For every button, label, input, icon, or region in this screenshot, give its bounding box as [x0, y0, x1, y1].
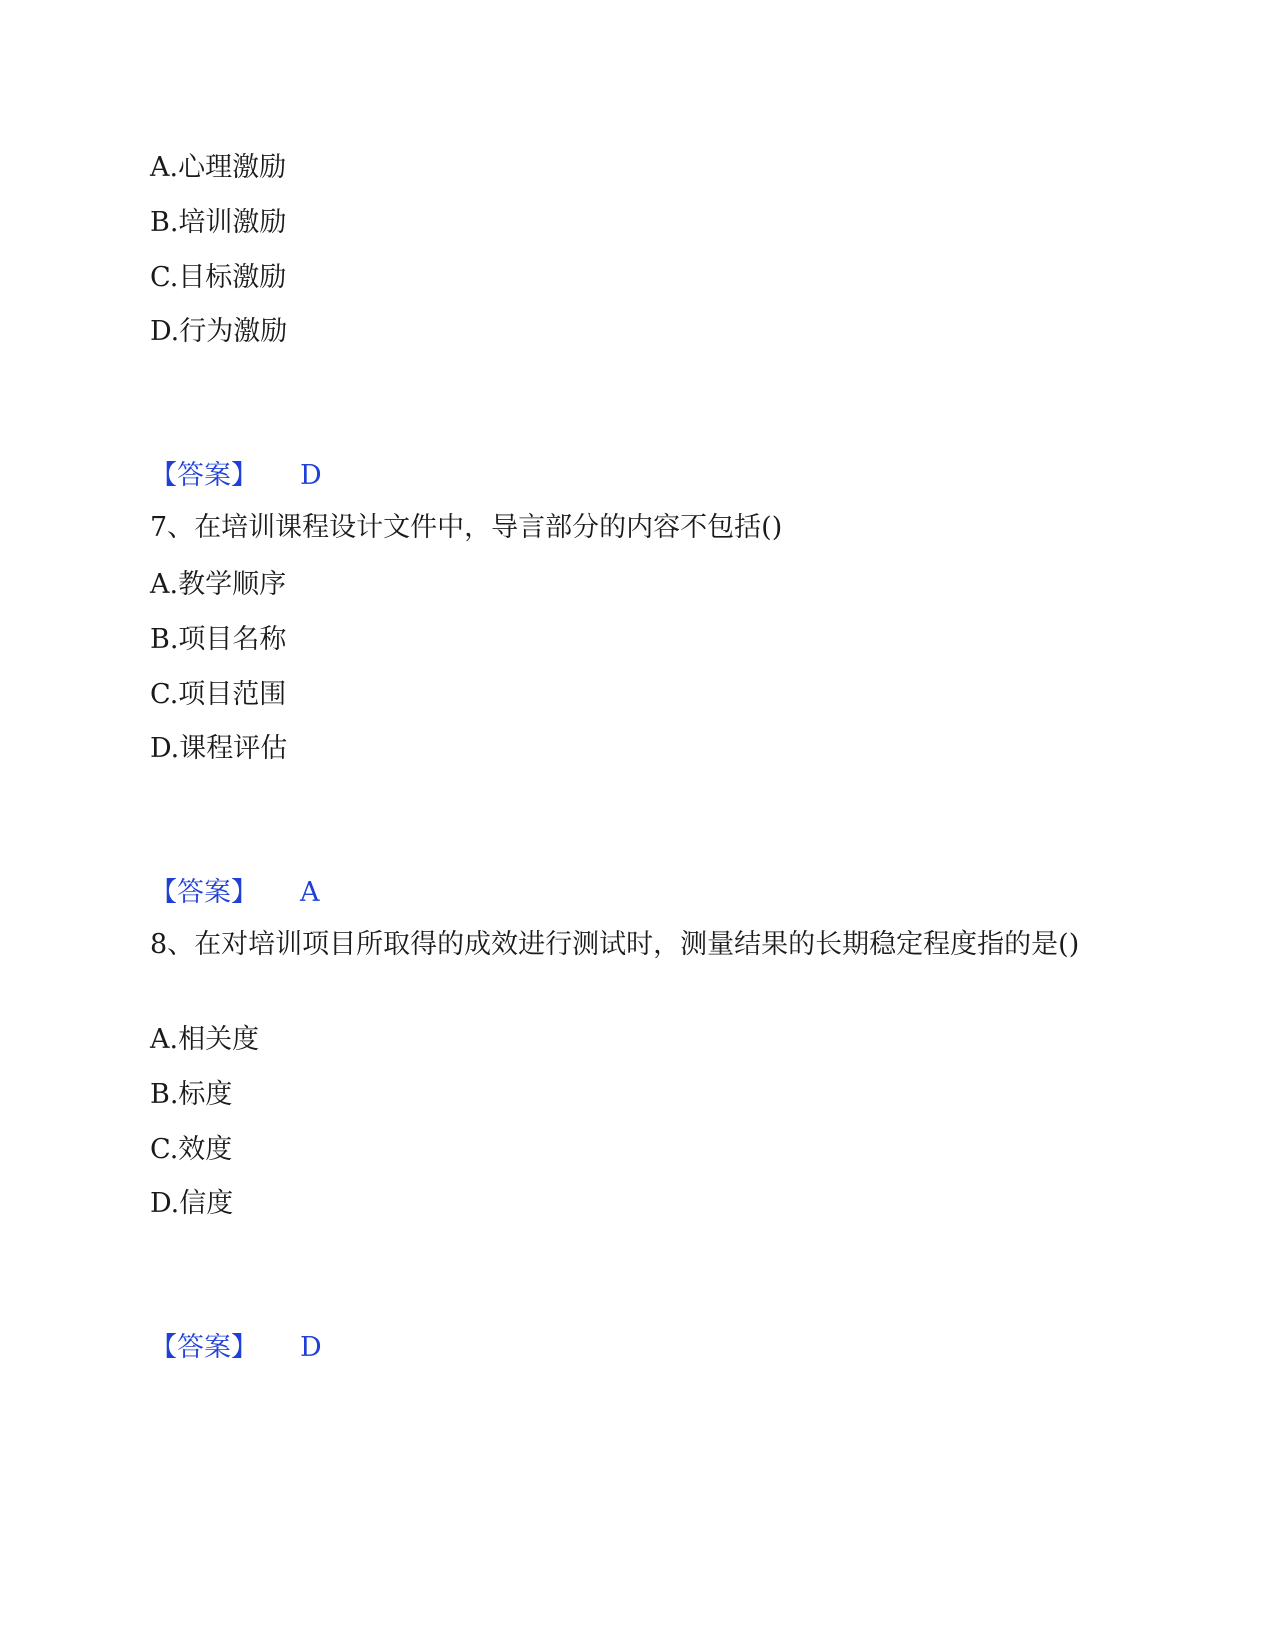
option-a: A.教学顺序	[150, 569, 287, 600]
option-c: C.项目范围	[150, 679, 287, 710]
option-d: D.信度	[150, 1188, 234, 1219]
question-7: 7、在培训课程设计文件中，导言部分的内容不包括()	[150, 512, 783, 543]
answer-label: 【答案】	[150, 877, 258, 908]
option-c: C.效度	[150, 1134, 233, 1165]
option-d: D.课程评估	[150, 733, 288, 764]
question-8: 8、在对培训项目所取得的成效进行测试时，测量结果的长期稳定程度指的是()	[150, 929, 1080, 960]
answer-row	[150, 875, 550, 911]
option-d: D.行为激励	[150, 316, 288, 347]
answer-label: 【答案】	[150, 1332, 258, 1363]
option-b: B.标度	[150, 1079, 233, 1110]
answer-value: D	[300, 1332, 322, 1363]
option-b: B.项目名称	[150, 624, 287, 655]
option-a: A.心理激励	[150, 152, 287, 183]
answer-row	[150, 1330, 550, 1366]
answer-value: D	[300, 460, 322, 491]
answer-row	[150, 458, 550, 494]
option-b: B.培训激励	[150, 207, 287, 238]
answer-value: A	[300, 877, 320, 908]
option-c: C.目标激励	[150, 262, 287, 293]
option-a: A.相关度	[150, 1024, 260, 1055]
answer-label: 【答案】	[150, 460, 258, 491]
